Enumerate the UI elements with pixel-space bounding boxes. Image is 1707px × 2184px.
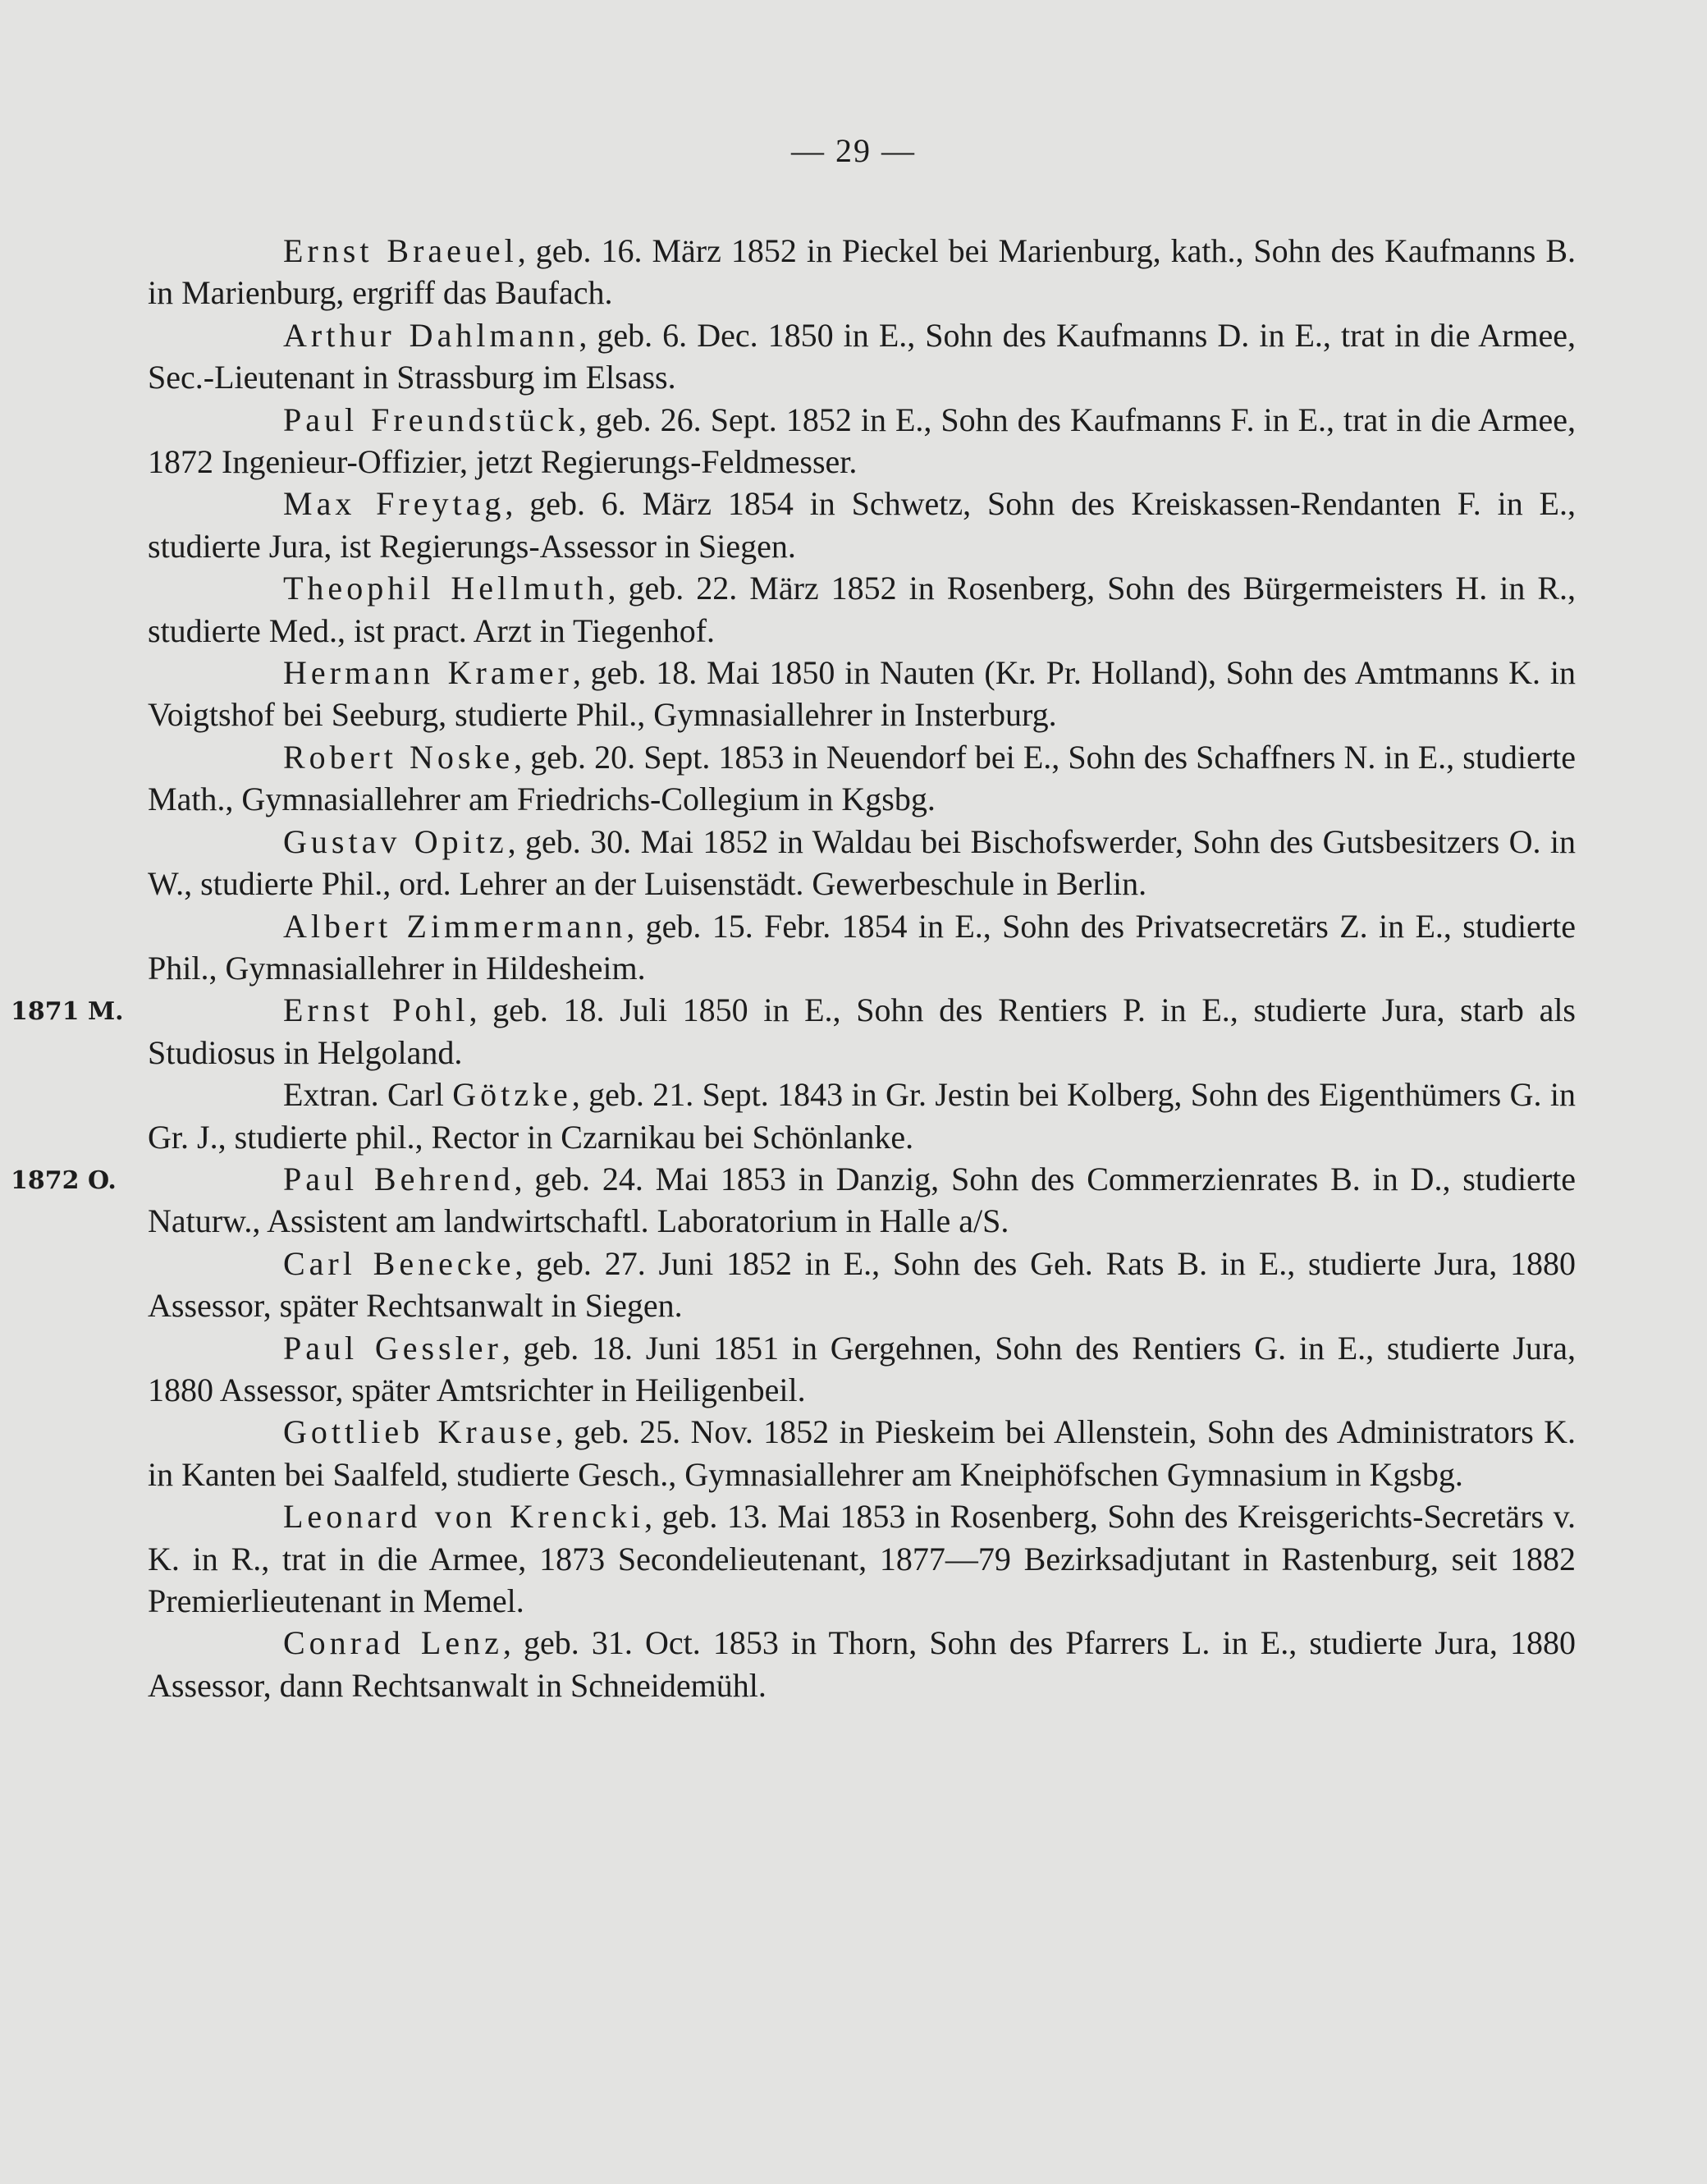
entry-name: Theophil Hellmuth xyxy=(283,570,608,607)
entry-list xyxy=(11,230,1577,1706)
entry-name: Paul Gessler xyxy=(283,1329,502,1367)
entry-name: Conrad Lenz xyxy=(283,1624,503,1662)
entry-lenz xyxy=(148,1622,1576,1706)
entry-text: , geb. 6. Dec. 1850 in E., Sohn des Kaufmanns D. in E., trat in die Armee, Sec.-Lieutenant in Strassburg im Elsass. xyxy=(148,316,1576,396)
entry-benecke xyxy=(148,1243,1576,1327)
entry-text: , geb. 18. Mai 1850 in Nauten (Kr. Pr. Holland), Sohn des Amtmanns K. in Voigtshof bei Seeburg, studierte Phil., Gymnasiallehrer in Insterburg. xyxy=(148,654,1576,734)
page-number: — 29 — xyxy=(791,132,916,169)
entry-opitz xyxy=(148,821,1576,905)
entry-freytag xyxy=(148,483,1576,567)
entry-name: Robert Noske xyxy=(283,738,515,776)
margin-note-1872: 1872 O. xyxy=(11,1165,117,1195)
entry-krencki xyxy=(148,1495,1576,1622)
entry-kramer xyxy=(148,652,1576,736)
entry-text: , geb. 31. Oct. 1853 in Thorn, Sohn des Pfarrers L. in E., studierte Jura, 1880 Assessor, dann Rechtsanwalt in Schneidemühl. xyxy=(148,1624,1576,1704)
entry-hellmuth xyxy=(148,567,1576,652)
entry-name: Hermann Kramer xyxy=(283,654,573,692)
entry-zimmermann xyxy=(148,905,1576,990)
entry-braeuel xyxy=(148,230,1576,314)
entry-text: , geb. 18. Juni 1851 in Gergehnen, Sohn des Rentiers G. in E., studierte Jura, 1880 Assessor, später Amtsrichter in Heiligenbeil. xyxy=(148,1329,1577,1408)
entry-freundstueck xyxy=(148,399,1576,483)
entry-name: Albert Zimmermann xyxy=(283,907,627,945)
entry-text: , geb. 27. Juni 1852 in E., Sohn des Geh. Rats B. in E., studierte Jura, 1880 Assessor, später Rechtsanwalt in Siegen. xyxy=(148,1244,1576,1325)
entry-text: , geb. 24. Mai 1853 in Danzig, Sohn des Commerzienrates B. in D., studierte Naturw., Assistent am landwirtschaftl. Laboratorium in Halle a/S. xyxy=(148,1160,1577,1240)
entry-name: Leonard von Krencki xyxy=(283,1498,645,1536)
entry-text: , geb. 13. Mai 1853 in Rosenberg, Sohn des Kreisgerichts-Secretärs v. K. in R., trat in die Armee, 1873 Secondelieutenant, 1877—79 Bezirksadjutant in Rastenburg, seit 1882 Premierlieutenant in Memel. xyxy=(148,1498,1576,1619)
entry-text: , geb. 6. März 1854 in Schwetz, Sohn des Kreiskassen-Rendanten F. in E., studierte Jura, ist Regierungs-Assessor in Siegen. xyxy=(148,485,1576,565)
entry-text: , geb. 20. Sept. 1853 in Neuendorf bei E., Sohn des Schaffners N. in E., studierte Math., Gymnasiallehrer am Friedrichs-Collegium in Kgsbg. xyxy=(148,738,1576,818)
entry-text: , geb. 18. Juli 1850 in E., Sohn des Rentiers P. in E., studierte Jura, starb als Studiosus in Helgoland. xyxy=(148,991,1576,1071)
entry-text: , geb. 16. März 1852 in Pieckel bei Marienburg, kath., Sohn des Kaufmanns B. in Marienburg, ergriff das Baufach. xyxy=(148,232,1576,312)
entry-text: , geb. 30. Mai 1852 in Waldau bei Bischofswerder, Sohn des Gutsbesitzers O. in W., studierte Phil., ord. Lehrer an der Luisenstädt. Gewerbeschule in Berlin. xyxy=(148,822,1576,903)
entry-prefix: Extran. Carl xyxy=(283,1076,453,1114)
entry-name: Gustav Opitz xyxy=(283,822,508,860)
entry-name: Gottlieb Krause xyxy=(283,1413,556,1451)
entry-pohl xyxy=(11,989,1576,1074)
entry-behrend xyxy=(11,1158,1577,1243)
entry-name: Ernst Braeuel xyxy=(283,232,518,269)
entry-name: Paul Behrend xyxy=(283,1160,515,1197)
entry-goetzke xyxy=(148,1074,1576,1158)
margin-note-1871: 1871 M. xyxy=(11,997,124,1027)
entry-name: Carl Benecke xyxy=(283,1244,515,1282)
entry-name: Paul Freundstück xyxy=(283,401,579,438)
entry-text: , geb. 22. März 1852 in Rosenberg, Sohn des Bürgermeisters H. in R., studierte Med., ist pract. Arzt in Tiegenhof. xyxy=(148,570,1576,649)
entry-name: Max Freytag xyxy=(283,485,506,523)
entry-noske xyxy=(148,736,1576,821)
entry-name: Arthur Dahlmann xyxy=(283,316,579,354)
entry-krause xyxy=(148,1411,1576,1495)
entry-gessler xyxy=(148,1327,1576,1412)
entry-dahlmann xyxy=(148,314,1576,399)
entry-text: , geb. 25. Nov. 1852 in Pieskeim bei Allenstein, Sohn des Administrators K. in Kanten bei Saalfeld, studierte Gesch., Gymnasiallehrer am Kneiphöfschen Gymnasium in Kgsbg. xyxy=(148,1413,1577,1493)
entry-name: Götzke xyxy=(452,1076,572,1114)
entry-name: Ernst Pohl xyxy=(283,991,469,1029)
entry-text: , geb. 15. Febr. 1854 in E., Sohn des Privatsecretärs Z. in E., studierte Phil., Gymnasiallehrer in Hildesheim. xyxy=(148,907,1576,987)
entry-text: , geb. 26. Sept. 1852 in E., Sohn des Kaufmanns F. in E., trat in die Armee, 1872 Ingenieur-Offizier, jetzt Regierungs-Feldmesser. xyxy=(148,401,1576,481)
entry-text: , geb. 21. Sept. 1843 in Gr. Jestin bei Kolberg, Sohn des Eigenthümers G. in Gr. J., studierte phil., Rector in Czarnikau bei Schönlanke. xyxy=(148,1076,1576,1156)
